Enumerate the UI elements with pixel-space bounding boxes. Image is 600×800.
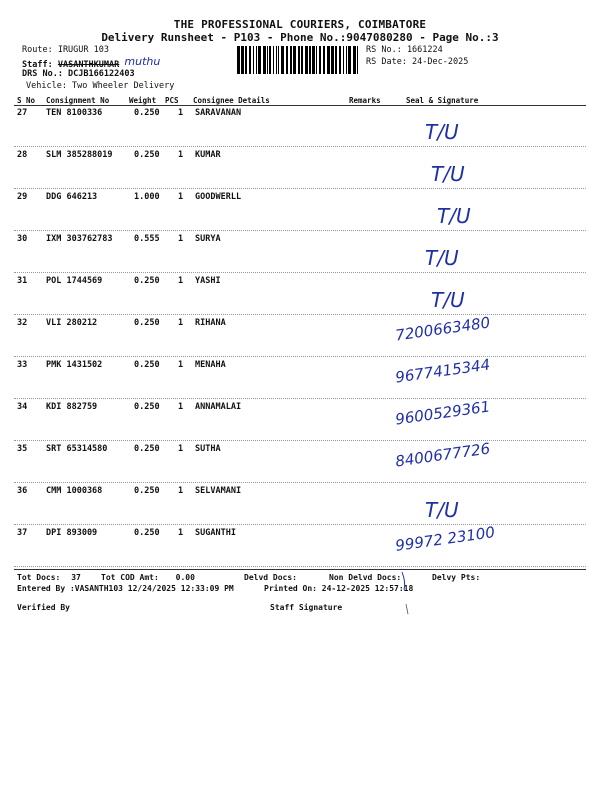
row-sno: 37 xyxy=(17,528,28,538)
row-divider xyxy=(14,398,586,399)
non-delvd-docs: Non Delvd Docs: xyxy=(329,573,402,582)
row-consignment-no: IXM 303762783 xyxy=(46,234,113,244)
row-weight: 0.250 xyxy=(134,276,160,286)
row-weight: 0.250 xyxy=(134,108,160,118)
row-signature: T/U xyxy=(431,162,465,186)
table-row xyxy=(0,108,600,150)
tot-cod-label: Tot COD Amt: xyxy=(101,573,159,582)
verified-by: Verified By xyxy=(17,603,70,612)
col-header-sno: S No xyxy=(17,96,36,105)
delvd-docs: Delvd Docs: xyxy=(244,573,297,582)
row-weight: 0.250 xyxy=(134,360,160,370)
row-sno: 29 xyxy=(17,192,28,202)
table-row xyxy=(0,355,600,402)
col-header-consignment: Consignment No xyxy=(46,96,110,105)
staff-signature-label: Staff Signature xyxy=(270,603,343,612)
row-consignment-no: KDI 882759 xyxy=(46,402,98,412)
barcode-bar xyxy=(339,46,341,74)
row-weight: 0.250 xyxy=(134,486,160,496)
row-divider xyxy=(14,440,586,441)
barcode-bar xyxy=(276,46,277,74)
barcode-bar xyxy=(281,46,284,74)
row-divider xyxy=(14,482,586,483)
row-consignment-no: DDG 646213 xyxy=(46,192,98,202)
row-pcs: 1 xyxy=(178,150,184,160)
col-header-weight: Weight xyxy=(129,96,157,105)
barcode-bar xyxy=(309,46,311,74)
row-weight: 0.250 xyxy=(134,444,160,454)
row-consignee: SURYA xyxy=(195,234,221,244)
table-row xyxy=(0,192,600,234)
row-consignee: YASHI xyxy=(195,276,221,286)
row-sno: 35 xyxy=(17,444,28,454)
staff-handwritten-name: muthu xyxy=(124,55,161,68)
tot-docs-value: 37 xyxy=(71,573,81,582)
row-divider xyxy=(14,566,586,567)
col-header-remarks: Remarks xyxy=(349,96,381,105)
row-consignee: GOODWERLL xyxy=(195,192,242,202)
table-row xyxy=(0,523,600,570)
table-row xyxy=(0,234,600,276)
row-consignee: SARAVANAN xyxy=(195,108,242,118)
row-pcs: 1 xyxy=(178,360,184,370)
row-consignee: RIHANA xyxy=(195,318,226,328)
barcode-bar xyxy=(357,46,358,74)
row-consignment-no: CMM 1000368 xyxy=(46,486,103,496)
barcode-bar xyxy=(343,46,344,74)
barcode-bar xyxy=(319,46,321,74)
row-signature: 8400677726 xyxy=(394,439,492,471)
barcode-bar xyxy=(269,46,271,74)
col-header-consignee: Consignee Details xyxy=(193,96,270,105)
row-consignee: ANNAMALAI xyxy=(195,402,242,412)
row-pcs: 1 xyxy=(178,318,184,328)
barcode-bar xyxy=(298,46,300,74)
col-header-seal-signature: Seal & Signature xyxy=(406,96,479,105)
rs-number: RS No.: 1661224 xyxy=(366,45,443,55)
row-pcs: 1 xyxy=(178,444,184,454)
row-divider xyxy=(14,272,586,273)
staff-label: Staff: xyxy=(22,60,53,70)
totals-rule xyxy=(14,569,586,570)
row-consignment-no: TEN 8100336 xyxy=(46,108,103,118)
barcode-bar xyxy=(290,46,292,74)
barcode-bar xyxy=(331,46,334,74)
table-row xyxy=(0,150,600,192)
row-weight: 0.250 xyxy=(134,318,160,328)
tot-docs-label: Tot Docs: xyxy=(17,573,61,582)
runsheet-subtitle: Delivery Runsheet - P103 - Phone No.:9047080280 - Page No.:3 xyxy=(101,31,499,44)
company-title: THE PROFESSIONAL COURIERS, COIMBATORE xyxy=(173,18,427,31)
printed-on: Printed On: 24-12-2025 12:57:18 xyxy=(264,584,414,593)
row-divider xyxy=(14,356,586,357)
row-divider xyxy=(14,188,586,189)
row-pcs: 1 xyxy=(178,108,184,118)
vehicle-info: Vehicle: Two Wheeler Delivery xyxy=(26,81,175,91)
row-consignment-no: PMK 1431502 xyxy=(46,360,103,370)
row-weight: 0.250 xyxy=(134,150,160,160)
row-sno: 27 xyxy=(17,108,28,118)
barcode-bar xyxy=(258,46,261,74)
barcode-bar xyxy=(335,46,337,74)
row-pcs: 1 xyxy=(178,276,184,286)
barcode-bar xyxy=(263,46,266,74)
row-signature: 9677415344 xyxy=(394,355,492,387)
route-info: Route: IRUGUR 103 xyxy=(22,45,109,55)
barcode-bar xyxy=(253,46,254,74)
barcode-bar xyxy=(323,46,325,74)
table-row xyxy=(0,397,600,444)
barcode xyxy=(237,46,361,74)
row-signature: T/U xyxy=(437,204,471,228)
row-weight: 0.250 xyxy=(134,528,160,538)
barcode-bar xyxy=(353,46,356,74)
drs-number: DRS No.: DCJB166122403 xyxy=(22,69,135,79)
row-signature: T/U xyxy=(425,498,459,522)
row-divider xyxy=(14,314,586,315)
col-header-pcs: PCS xyxy=(165,96,179,105)
barcode-bar xyxy=(316,46,317,74)
barcode-bar xyxy=(348,46,351,74)
row-consignee: MENAHA xyxy=(195,360,226,370)
row-divider xyxy=(14,146,586,147)
row-consignee: SUTHA xyxy=(195,444,221,454)
row-consignment-no: POL 1744569 xyxy=(46,276,103,286)
row-pcs: 1 xyxy=(178,402,184,412)
row-consignee: SUGANTHI xyxy=(195,528,236,538)
row-sno: 33 xyxy=(17,360,28,370)
row-pcs: 1 xyxy=(178,192,184,202)
row-weight: 0.250 xyxy=(134,402,160,412)
barcode-bar xyxy=(327,46,330,74)
barcode-bar xyxy=(301,46,303,74)
row-sno: 34 xyxy=(17,402,28,412)
row-signature: T/U xyxy=(425,120,459,144)
row-consignment-no: DPI 893009 xyxy=(46,528,98,538)
tot-cod xyxy=(101,573,195,582)
row-sno: 32 xyxy=(17,318,28,328)
barcode-bar xyxy=(305,46,308,74)
table-row xyxy=(0,439,600,486)
row-weight: 1.000 xyxy=(134,192,160,202)
barcode-bar xyxy=(245,46,247,74)
barcode-bar xyxy=(249,46,251,74)
row-sno: 36 xyxy=(17,486,28,496)
row-sno: 30 xyxy=(17,234,28,244)
staff-name: VASANTHKUMAR xyxy=(57,60,120,70)
row-consignee: KUMAR xyxy=(195,150,221,160)
row-divider xyxy=(14,524,586,525)
barcode-bar xyxy=(293,46,296,74)
ink-stroke-mark xyxy=(398,568,438,618)
table-row xyxy=(0,276,600,318)
table-row xyxy=(0,313,600,360)
entered-by: Entered By :VASANTH103 12/24/2025 12:33:09 PM xyxy=(17,584,234,593)
row-signature: 99972 23100 xyxy=(394,523,496,555)
row-pcs: 1 xyxy=(178,234,184,244)
row-signature: 9600529361 xyxy=(394,397,492,429)
row-pcs: 1 xyxy=(178,486,184,496)
table-row xyxy=(0,486,600,528)
rs-date: RS Date: 24-Dec-2025 xyxy=(366,57,469,67)
barcode-bar xyxy=(241,46,244,74)
barcode-bar xyxy=(256,46,257,74)
tot-cod-value: 0.00 xyxy=(175,573,195,582)
row-consignment-no: SLM 385288019 xyxy=(46,150,113,160)
row-signature: 7200663480 xyxy=(394,313,492,345)
row-sno: 31 xyxy=(17,276,28,286)
barcode-bar xyxy=(286,46,288,74)
row-sno: 28 xyxy=(17,150,28,160)
row-weight: 0.555 xyxy=(134,234,160,244)
tot-docs xyxy=(17,573,81,582)
barcode-bar xyxy=(273,46,274,74)
row-pcs: 1 xyxy=(178,528,184,538)
row-signature: T/U xyxy=(431,288,465,312)
barcode-bar xyxy=(346,46,347,74)
barcode-bar xyxy=(267,46,268,74)
delvy-pts: Delvy Pts: xyxy=(432,573,481,582)
barcode-bar xyxy=(278,46,279,74)
barcode-bar xyxy=(312,46,315,74)
header-rule xyxy=(14,105,586,106)
barcode-bar xyxy=(237,46,240,74)
row-signature: T/U xyxy=(425,246,459,270)
row-consignee: SELVAMANI xyxy=(195,486,242,496)
row-consignment-no: VLI 280212 xyxy=(46,318,98,328)
row-consignment-no: SRT 65314580 xyxy=(46,444,108,454)
row-divider xyxy=(14,230,586,231)
